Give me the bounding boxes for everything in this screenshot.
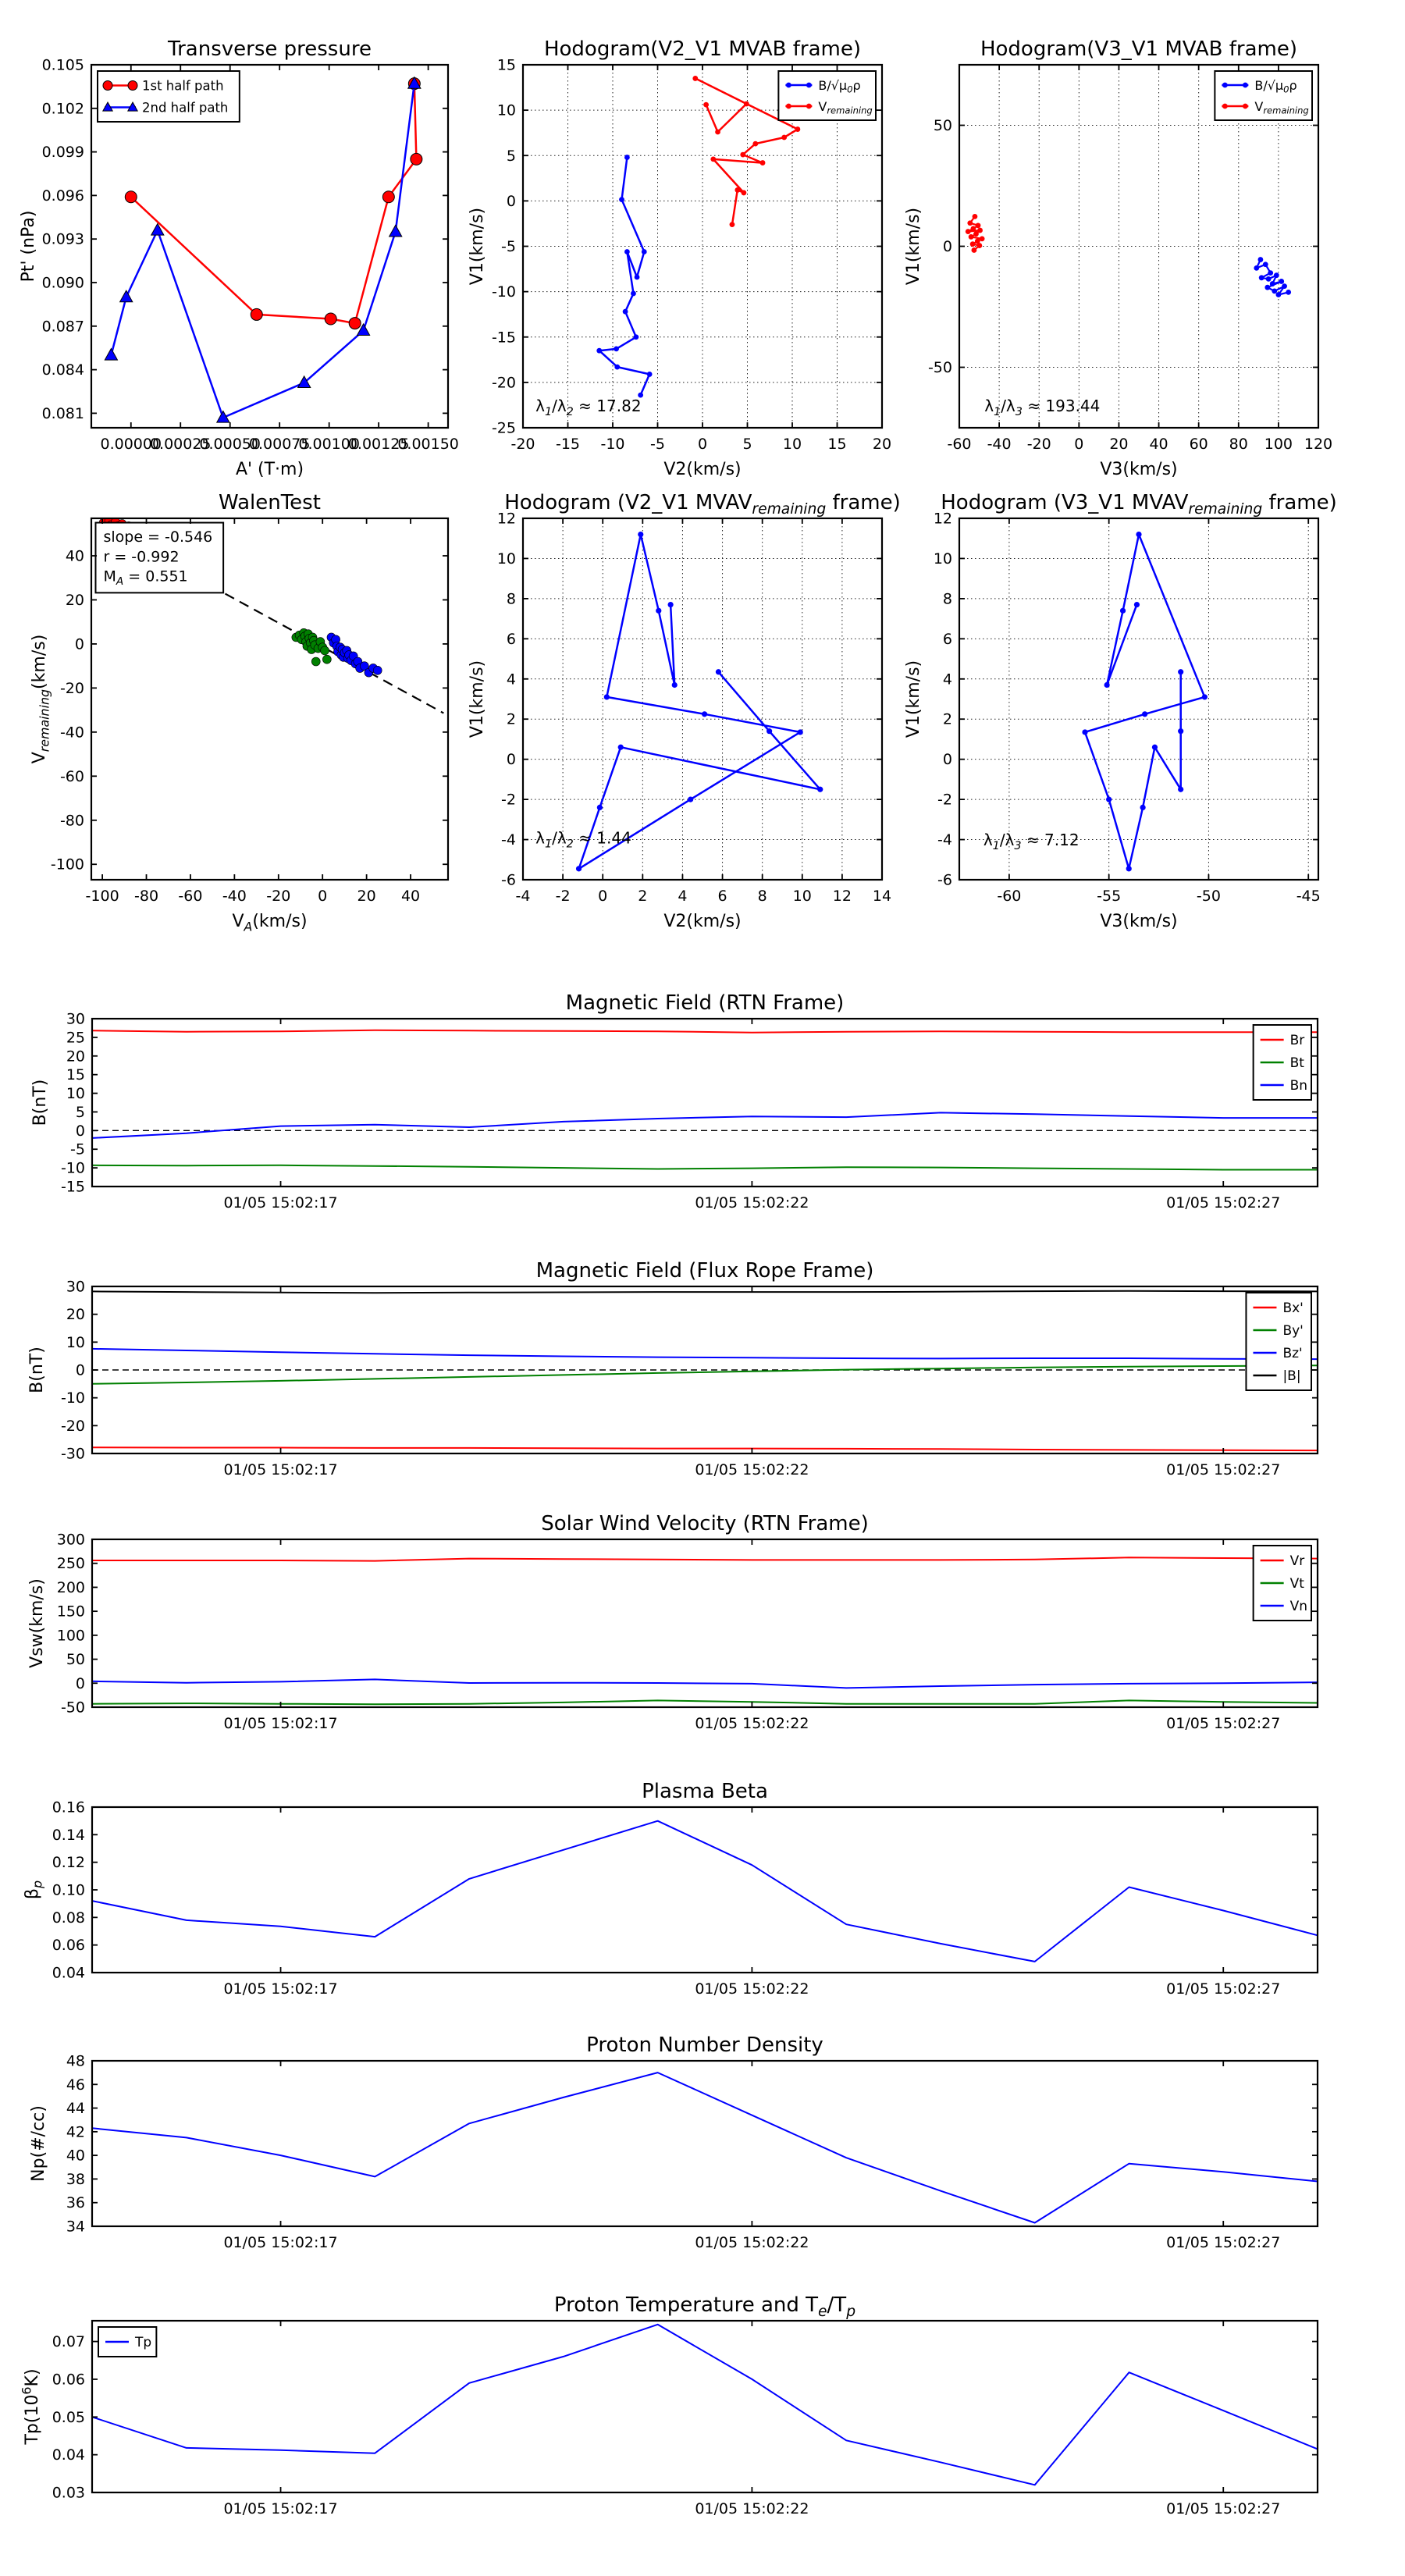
series-second-half-points bbox=[327, 633, 382, 677]
svg-text:-6: -6 bbox=[501, 871, 516, 889]
chart-hodogram-v3v1-mvav bbox=[904, 491, 1337, 931]
svg-text:0.105: 0.105 bbox=[41, 56, 84, 74]
svg-text:-10: -10 bbox=[60, 1159, 85, 1177]
svg-text:0.00025: 0.00025 bbox=[149, 436, 212, 453]
svg-text:Hodogram(V2_V1 MVAB frame): Hodogram(V2_V1 MVAB frame) bbox=[543, 37, 862, 61]
series-group bbox=[92, 2325, 1318, 2485]
svg-text:Vremaining: $V_{remaining}$ bbox=[1254, 98, 1309, 116]
chart-magnetic-field-fluxrope bbox=[27, 1259, 1318, 1478]
series-b-0- bbox=[1254, 257, 1291, 297]
svg-text:100: 100 bbox=[56, 1627, 85, 1645]
svg-text:-2: -2 bbox=[501, 791, 516, 809]
svg-text:Vt: Vt bbox=[1289, 1576, 1304, 1592]
svg-text:Vremaining: $V_{remaining}$ bbox=[818, 98, 873, 116]
svg-text:40: 40 bbox=[400, 888, 421, 905]
svg-text:r = -0.992: r = -0.992 bbox=[103, 548, 180, 566]
svg-text:By': By' bbox=[1282, 1323, 1304, 1340]
legend bbox=[778, 71, 876, 120]
svg-text:Bn: Bn bbox=[1289, 1078, 1308, 1094]
svg-text:5: 5 bbox=[506, 147, 516, 165]
svg-text:Vsw(km/s): Vsw(km/s) bbox=[27, 1578, 47, 1668]
svg-text:5: 5 bbox=[742, 436, 752, 453]
svg-text:0.14: 0.14 bbox=[52, 1826, 85, 1844]
svg-text:01/05 15:02:27: 01/05 15:02:27 bbox=[1166, 1715, 1281, 1732]
svg-text:Vr: Vr bbox=[1289, 1553, 1305, 1570]
series-v-remaining-hodogram bbox=[1082, 532, 1208, 871]
series-group bbox=[105, 77, 422, 422]
svg-text:0: 0 bbox=[1074, 436, 1084, 453]
svg-text:0.093: 0.093 bbox=[41, 230, 84, 248]
svg-text:0.00075: 0.00075 bbox=[248, 436, 311, 453]
chart-hodogram-v3v1-mvab bbox=[904, 37, 1332, 479]
svg-text:-40: -40 bbox=[59, 724, 84, 742]
svg-text:2: 2 bbox=[506, 710, 516, 728]
svg-text:-50: -50 bbox=[927, 359, 952, 376]
svg-text:-5: -5 bbox=[501, 238, 516, 255]
svg-text:0.07: 0.07 bbox=[52, 2333, 85, 2351]
svg-text:Plasma Beta: Plasma Beta bbox=[642, 1780, 768, 1803]
svg-text:0.102: 0.102 bbox=[41, 100, 84, 118]
svg-text:01/05 15:02:22: 01/05 15:02:22 bbox=[695, 1194, 809, 1212]
svg-text:-4: -4 bbox=[937, 831, 952, 849]
axes-frame bbox=[523, 518, 882, 880]
chart-proton-number-density bbox=[29, 2033, 1318, 2251]
svg-text:0.06: 0.06 bbox=[52, 2371, 85, 2389]
svg-text:01/05 15:02:17: 01/05 15:02:17 bbox=[223, 1194, 338, 1212]
svg-text:Tp: Tp bbox=[135, 2335, 152, 2351]
svg-text:Solar Wind Velocity (RTN Frame: Solar Wind Velocity (RTN Frame) bbox=[541, 1512, 869, 1535]
svg-text:Proton Temperature and Te/Tp: Proton Temperature and $T_e/T_p$ bbox=[553, 2293, 856, 2321]
ticks-and-labels bbox=[57, 1532, 1318, 1733]
svg-text:10: 10 bbox=[496, 550, 516, 568]
chart-transverse-pressure bbox=[19, 37, 459, 479]
svg-text:Bz': Bz' bbox=[1282, 1346, 1303, 1362]
svg-text:-100: -100 bbox=[50, 856, 84, 873]
svg-text:4: 4 bbox=[506, 671, 516, 688]
ticks-and-labels bbox=[61, 1011, 1318, 1212]
series-bt bbox=[92, 1165, 1318, 1170]
svg-text:20: 20 bbox=[1109, 436, 1129, 453]
svg-text:5: 5 bbox=[75, 1103, 85, 1121]
legend bbox=[1254, 1546, 1311, 1621]
svg-text:2: 2 bbox=[638, 888, 648, 905]
svg-text:120: 120 bbox=[1304, 436, 1333, 453]
svg-text:-20: -20 bbox=[60, 1417, 85, 1435]
svg-text:0.081: 0.081 bbox=[41, 404, 84, 422]
svg-text:10: 10 bbox=[66, 1333, 85, 1351]
svg-text:44: 44 bbox=[66, 2100, 85, 2118]
svg-text:0.087: 0.087 bbox=[41, 318, 84, 336]
series-bz- bbox=[92, 1349, 1318, 1359]
axes-frame bbox=[92, 1019, 1318, 1187]
legend bbox=[1254, 1025, 1311, 1100]
svg-text:-80: -80 bbox=[59, 812, 84, 830]
svg-text:200: 200 bbox=[56, 1578, 85, 1596]
svg-text:WalenTest: WalenTest bbox=[219, 491, 321, 514]
svg-text:-55: -55 bbox=[1097, 888, 1122, 905]
svg-text:50: 50 bbox=[933, 117, 952, 134]
chart-magnetic-field-rtn bbox=[30, 991, 1318, 1212]
series-group bbox=[92, 2073, 1318, 2222]
svg-text:0.08: 0.08 bbox=[52, 1909, 85, 1927]
svg-text:01/05 15:02:27: 01/05 15:02:27 bbox=[1166, 2234, 1281, 2251]
legend bbox=[98, 71, 240, 122]
svg-text:-45: -45 bbox=[1296, 888, 1321, 905]
svg-text:Hodogram(V3_V1 MVAB frame): Hodogram(V3_V1 MVAB frame) bbox=[980, 37, 1298, 61]
svg-text:42: 42 bbox=[66, 2123, 85, 2141]
svg-text:-25: -25 bbox=[491, 419, 516, 437]
svg-text:0: 0 bbox=[75, 1674, 85, 1692]
svg-text:-50: -50 bbox=[60, 1699, 85, 1717]
svg-text:-60: -60 bbox=[59, 767, 84, 785]
svg-text:15: 15 bbox=[827, 436, 847, 453]
svg-text:-2: -2 bbox=[555, 888, 571, 905]
svg-text:0: 0 bbox=[75, 1361, 85, 1379]
svg-text:Transverse pressure: Transverse pressure bbox=[168, 37, 372, 61]
chart-hodogram-v2v1-mvav bbox=[468, 491, 901, 931]
svg-text:36: 36 bbox=[66, 2194, 85, 2212]
series-group bbox=[596, 76, 800, 398]
svg-text:48: 48 bbox=[66, 2052, 85, 2070]
chart-solar-wind-velocity bbox=[27, 1512, 1318, 1732]
svg-text:B/√μ0ρ: $B/√\mu_0\rho$ bbox=[1254, 77, 1297, 95]
annotation-box bbox=[95, 523, 223, 593]
svg-text:4: 4 bbox=[678, 888, 688, 905]
svg-text:8: 8 bbox=[506, 590, 516, 608]
svg-text:10: 10 bbox=[933, 550, 952, 568]
svg-text:-5: -5 bbox=[70, 1140, 85, 1158]
svg-text:Bt: Bt bbox=[1289, 1055, 1304, 1072]
series-2nd-half-path bbox=[105, 77, 421, 422]
svg-text:Vremaining(km/s): $V_{remaining}(km/s)$ bbox=[30, 634, 52, 764]
svg-text:-20: -20 bbox=[491, 374, 516, 392]
axes-frame bbox=[92, 2321, 1318, 2492]
svg-text:λ1/λ3 ≈ 7.12: $\lambda_1/\lambda_3 \approx 7.12$ bbox=[983, 831, 1080, 852]
series-group bbox=[92, 1291, 1318, 1450]
svg-text:-15: -15 bbox=[555, 436, 581, 453]
axes-frame bbox=[92, 2061, 1318, 2226]
svg-text:0.16: 0.16 bbox=[52, 1799, 85, 1816]
series-np bbox=[92, 2073, 1318, 2222]
svg-text:-6: -6 bbox=[937, 871, 952, 889]
svg-text:10: 10 bbox=[792, 888, 812, 905]
svg-text:0.04: 0.04 bbox=[52, 1964, 85, 1982]
svg-text:20: 20 bbox=[65, 591, 84, 609]
svg-text:0.10: 0.10 bbox=[52, 1881, 85, 1899]
svg-text:-60: -60 bbox=[997, 888, 1022, 905]
svg-text:34: 34 bbox=[66, 2218, 85, 2236]
svg-text:0: 0 bbox=[697, 436, 708, 453]
svg-text:0.00150: 0.00150 bbox=[397, 436, 459, 453]
svg-text:V1(km/s): V1(km/s) bbox=[904, 207, 923, 286]
ticks-and-labels bbox=[66, 2053, 1318, 2252]
svg-text:6: 6 bbox=[717, 888, 727, 905]
series-bn bbox=[92, 1112, 1318, 1138]
svg-text:0.00100: 0.00100 bbox=[298, 436, 360, 453]
legend bbox=[98, 2327, 156, 2357]
series-by- bbox=[92, 1365, 1318, 1384]
svg-text:Np(#/cc): Np(#/cc) bbox=[29, 2105, 48, 2182]
svg-text:λ1/λ3 ≈ 193.44: $\lambda_1/\lambda_3 \approx 193.44$ bbox=[984, 397, 1101, 418]
svg-text:10: 10 bbox=[496, 101, 516, 119]
svg-text:-2: -2 bbox=[937, 791, 952, 809]
series-group bbox=[576, 532, 823, 871]
svg-text:V1(km/s): V1(km/s) bbox=[904, 660, 923, 738]
svg-text:0.03: 0.03 bbox=[52, 2484, 85, 2502]
axes-frame bbox=[92, 1807, 1318, 1973]
svg-text:12: 12 bbox=[832, 888, 852, 905]
svg-text:20: 20 bbox=[357, 888, 376, 905]
svg-text:-10: -10 bbox=[600, 436, 625, 453]
svg-text:12: 12 bbox=[496, 510, 516, 528]
svg-text:01/05 15:02:17: 01/05 15:02:17 bbox=[223, 1715, 338, 1732]
svg-text:46: 46 bbox=[66, 2076, 85, 2094]
svg-text:λ1/λ2 ≈ 17.82: $\lambda_1/\lambda_2 \approx 17.82$ bbox=[535, 397, 642, 418]
series-bx- bbox=[92, 1447, 1318, 1450]
svg-text:50: 50 bbox=[66, 1651, 85, 1669]
svg-text:0: 0 bbox=[318, 888, 328, 905]
chart-plasma-beta bbox=[23, 1780, 1318, 1998]
svg-text:8: 8 bbox=[757, 888, 767, 905]
svg-text:60: 60 bbox=[1189, 436, 1208, 453]
legend bbox=[1215, 71, 1312, 120]
svg-text:80: 80 bbox=[1229, 436, 1248, 453]
svg-text:15: 15 bbox=[66, 1066, 85, 1084]
svg-text:|B|: |B| bbox=[1282, 1368, 1301, 1385]
svg-text:Proton Number Density: Proton Number Density bbox=[586, 2033, 823, 2057]
svg-text:01/05 15:02:27: 01/05 15:02:27 bbox=[1166, 1980, 1281, 1998]
svg-text:1st half path: 1st half path bbox=[142, 78, 224, 94]
svg-text:βp: $\beta_p$ bbox=[23, 1880, 45, 1900]
svg-text:-4: -4 bbox=[515, 888, 531, 905]
svg-text:Pt' (nPa): Pt' (nPa) bbox=[19, 210, 38, 283]
svg-text:Br: Br bbox=[1289, 1033, 1305, 1049]
svg-text:0: 0 bbox=[942, 751, 952, 769]
series-v-remaining bbox=[966, 214, 985, 253]
svg-text:V1(km/s): V1(km/s) bbox=[468, 660, 487, 738]
svg-text:0: 0 bbox=[942, 238, 952, 255]
svg-text:-20: -20 bbox=[59, 679, 84, 697]
svg-text:-40: -40 bbox=[222, 888, 247, 905]
svg-text:6: 6 bbox=[506, 630, 516, 648]
svg-text:0: 0 bbox=[75, 1122, 85, 1140]
svg-text:01/05 15:02:27: 01/05 15:02:27 bbox=[1166, 2500, 1281, 2517]
svg-text:01/05 15:02:27: 01/05 15:02:27 bbox=[1166, 1461, 1281, 1478]
svg-text:Bx': Bx' bbox=[1282, 1300, 1304, 1317]
svg-text:0: 0 bbox=[506, 751, 516, 769]
svg-text:0.090: 0.090 bbox=[41, 274, 84, 292]
svg-text:14: 14 bbox=[872, 888, 892, 905]
svg-text:-60: -60 bbox=[178, 888, 203, 905]
svg-text:01/05 15:02:22: 01/05 15:02:22 bbox=[695, 1461, 809, 1478]
svg-text:01/05 15:02:17: 01/05 15:02:17 bbox=[223, 1980, 338, 1998]
svg-text:15: 15 bbox=[496, 56, 516, 74]
series-group bbox=[92, 1030, 1318, 1170]
svg-text:-40: -40 bbox=[987, 436, 1012, 453]
svg-text:01/05 15:02:22: 01/05 15:02:22 bbox=[695, 1715, 809, 1732]
svg-text:250: 250 bbox=[56, 1555, 85, 1573]
series-vt bbox=[92, 1700, 1318, 1704]
svg-text:150: 150 bbox=[56, 1603, 85, 1621]
svg-text:-10: -10 bbox=[491, 283, 516, 301]
svg-text:Magnetic Field (RTN Frame): Magnetic Field (RTN Frame) bbox=[565, 991, 845, 1015]
svg-text:B(nT): B(nT) bbox=[27, 1347, 47, 1393]
svg-text:-50: -50 bbox=[1196, 888, 1221, 905]
svg-text:38: 38 bbox=[66, 2170, 85, 2188]
svg-text:-30: -30 bbox=[60, 1445, 85, 1463]
svg-text:01/05 15:02:22: 01/05 15:02:22 bbox=[695, 1980, 809, 1998]
series-vr bbox=[92, 1557, 1318, 1560]
series-plasma-beta bbox=[92, 1821, 1318, 1962]
chart-walen-test bbox=[30, 491, 448, 934]
series-group bbox=[1082, 532, 1208, 871]
svg-text:-80: -80 bbox=[134, 888, 159, 905]
svg-text:-15: -15 bbox=[491, 329, 516, 347]
svg-text:Hodogram (V3_V1 MVAVremaining: Hodogram (V3_V1 $MVAV_{remaining}$ frame) bbox=[941, 491, 1337, 518]
svg-text:MA = 0.551: $M_A = 0.551$ bbox=[103, 568, 188, 589]
svg-text:Hodogram (V2_V1 MVAVremaining: Hodogram (V2_V1 $MVAV_{remaining}$ frame) bbox=[504, 491, 901, 518]
svg-text:V1(km/s): V1(km/s) bbox=[468, 207, 487, 286]
svg-text:Tp(106K): $Tp(10^6K)$ bbox=[19, 2368, 42, 2445]
svg-text:40: 40 bbox=[1149, 436, 1168, 453]
svg-text:-5: -5 bbox=[650, 436, 665, 453]
legend bbox=[1246, 1293, 1311, 1390]
series-tp bbox=[92, 2325, 1318, 2485]
svg-text:30: 30 bbox=[66, 1010, 85, 1028]
svg-text:01/05 15:02:17: 01/05 15:02:17 bbox=[223, 1461, 338, 1478]
svg-text:2: 2 bbox=[942, 710, 952, 728]
svg-text:12: 12 bbox=[933, 510, 952, 528]
svg-text:01/05 15:02:22: 01/05 15:02:22 bbox=[695, 2234, 809, 2251]
svg-text:VA(km/s): $V_A(km/s)$ bbox=[232, 912, 308, 934]
svg-text:Magnetic Field (Flux Rope Fram: Magnetic Field (Flux Rope Frame) bbox=[535, 1259, 874, 1283]
svg-text:0.06: 0.06 bbox=[52, 1937, 85, 1955]
svg-text:B(nT): B(nT) bbox=[30, 1079, 50, 1126]
series-group bbox=[92, 1557, 1318, 1704]
svg-text:-20: -20 bbox=[1026, 436, 1051, 453]
svg-text:20: 20 bbox=[66, 1048, 85, 1066]
svg-text:25: 25 bbox=[66, 1029, 85, 1047]
svg-text:0: 0 bbox=[598, 888, 608, 905]
svg-text:Vn: Vn bbox=[1289, 1599, 1308, 1615]
ticks-and-labels bbox=[52, 1799, 1318, 1998]
svg-text:01/05 15:02:22: 01/05 15:02:22 bbox=[695, 2500, 809, 2517]
svg-text:0.12: 0.12 bbox=[52, 1854, 85, 1872]
svg-text:20: 20 bbox=[872, 436, 892, 453]
chart-hodogram-v2v1-mvab bbox=[468, 37, 891, 479]
svg-text:8: 8 bbox=[942, 590, 952, 608]
svg-text:V2(km/s): V2(km/s) bbox=[663, 460, 742, 479]
svg-text:10: 10 bbox=[66, 1085, 85, 1103]
series-br bbox=[92, 1030, 1318, 1033]
svg-text:01/05 15:02:27: 01/05 15:02:27 bbox=[1166, 1194, 1281, 1212]
svg-text:20: 20 bbox=[66, 1306, 85, 1324]
chart-proton-temperature bbox=[20, 2293, 1318, 2517]
svg-text:-4: -4 bbox=[501, 831, 516, 849]
svg-text:-100: -100 bbox=[85, 888, 119, 905]
svg-text:30: 30 bbox=[66, 1278, 85, 1296]
svg-text:0.00125: 0.00125 bbox=[347, 436, 410, 453]
svg-text:V3(km/s): V3(km/s) bbox=[1100, 460, 1178, 479]
series-b-0- bbox=[596, 155, 652, 397]
svg-text:0.096: 0.096 bbox=[41, 187, 84, 205]
svg-text:6: 6 bbox=[942, 630, 952, 648]
svg-text:-60: -60 bbox=[947, 436, 972, 453]
svg-text:4: 4 bbox=[942, 671, 952, 688]
grid-lines bbox=[523, 518, 882, 880]
svg-text:0: 0 bbox=[506, 192, 516, 210]
svg-text:0: 0 bbox=[74, 635, 84, 653]
svg-text:slope = -0.546: slope = -0.546 bbox=[103, 528, 213, 546]
svg-text:0.05: 0.05 bbox=[52, 2408, 85, 2426]
series-group bbox=[966, 214, 1291, 297]
svg-text:2nd half path: 2nd half path bbox=[142, 100, 229, 116]
svg-text:0.00000: 0.00000 bbox=[100, 436, 162, 453]
svg-text:-20: -20 bbox=[510, 436, 535, 453]
svg-text:40: 40 bbox=[65, 547, 84, 565]
svg-text:-10: -10 bbox=[60, 1389, 85, 1407]
ticks-and-labels bbox=[928, 65, 1332, 453]
svg-text:0.099: 0.099 bbox=[41, 144, 84, 162]
series-v-remaining-hodogram bbox=[576, 532, 823, 871]
svg-text:-20: -20 bbox=[266, 888, 291, 905]
svg-text:300: 300 bbox=[56, 1531, 85, 1549]
svg-text:B/√μ0ρ: $B/√\mu_0\rho$ bbox=[818, 77, 861, 95]
series-group bbox=[92, 1821, 1318, 1962]
series-first-half-points bbox=[292, 628, 331, 666]
svg-text:40: 40 bbox=[66, 2147, 85, 2165]
svg-text:V2(km/s): V2(km/s) bbox=[663, 912, 742, 931]
svg-text:0.04: 0.04 bbox=[52, 2446, 85, 2464]
ticks-and-labels bbox=[52, 2321, 1318, 2517]
series-vn bbox=[92, 1679, 1318, 1688]
series--b- bbox=[92, 1291, 1318, 1293]
svg-text:A' (T·m): A' (T·m) bbox=[235, 460, 304, 479]
svg-text:λ1/λ2 ≈ 1.44: $\lambda_1/\lambda_2 \approx 1.44$ bbox=[535, 828, 631, 851]
svg-text:0.00050: 0.00050 bbox=[199, 436, 261, 453]
svg-text:01/05 15:02:17: 01/05 15:02:17 bbox=[223, 2500, 338, 2517]
svg-text:-15: -15 bbox=[60, 1178, 85, 1196]
svg-text:10: 10 bbox=[782, 436, 802, 453]
svg-text:100: 100 bbox=[1264, 436, 1293, 453]
svg-text:0.084: 0.084 bbox=[41, 361, 84, 379]
svg-text:V3(km/s): V3(km/s) bbox=[1100, 912, 1178, 931]
svg-text:01/05 15:02:17: 01/05 15:02:17 bbox=[223, 2234, 338, 2251]
